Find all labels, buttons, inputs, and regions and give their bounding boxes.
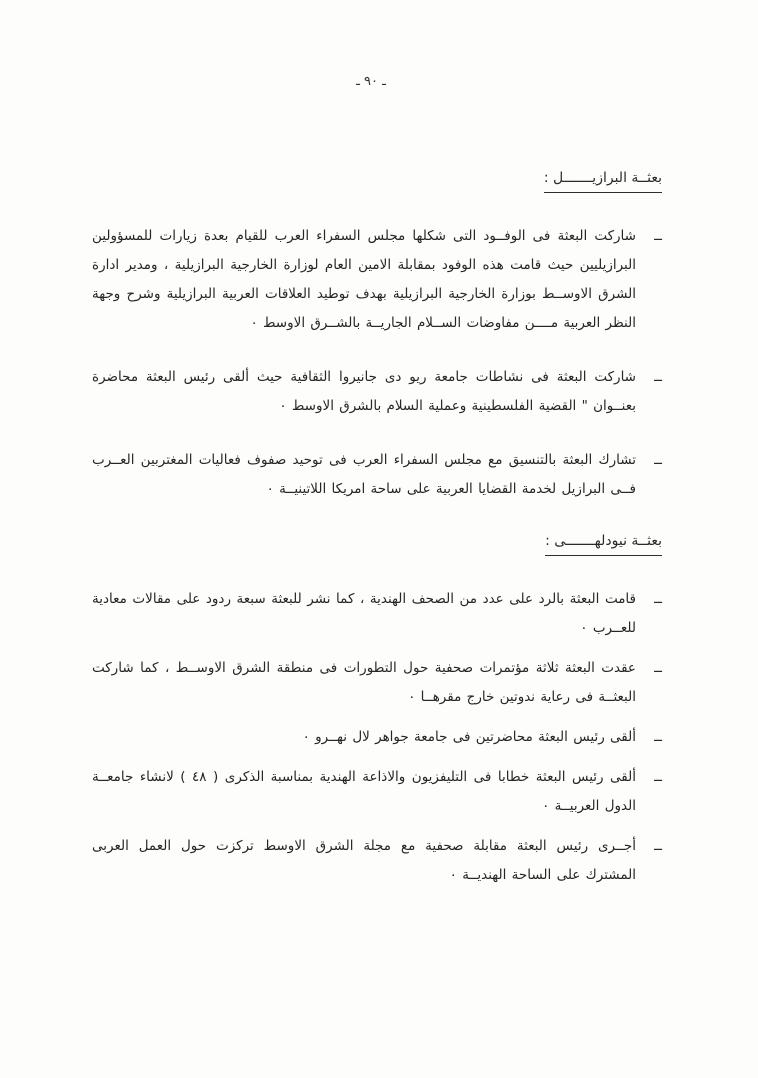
list-item <box>92 363 662 421</box>
dash-bullet-icon: ــ <box>654 660 662 676</box>
item-text: شاركت البعثة فى نشاطات جامعة ريو دى جانيروا الثقافية حيث ألقى رئيس البعثة محاضرة بعنــوان " القضية الفلسطينية وعملية السلام بالشرق الاوسط ٠ <box>92 369 636 414</box>
item-text: أجــرى رئيس البعثة مقابلة صحفية مع مجلة الشرق الاوسط تركزت حول العمل العربى المشترك على الساحة الهنديــة ٠ <box>92 838 636 883</box>
page-number: ـ ٩٠ ـ <box>356 74 386 89</box>
item-text: تشارك البعثة بالتنسيق مع مجلس السفراء العرب فى توحيد صفوف فعاليات المغتربين العــرب فــى البرازيل لخدمة القضايا العربية على ساحة امريكا اللاتينيــة ٠ <box>92 452 636 497</box>
dash-bullet-icon: ــ <box>654 591 662 607</box>
section-heading-text: بعثــة البرازيـــــــل : <box>544 170 662 193</box>
section-brazil-mission <box>92 170 662 504</box>
dash-bullet-icon: ــ <box>654 228 662 244</box>
item-text: قامت البعثة بالرد على عدد من الصحف الهندية ، كما نشر للبعثة سبعة ردود على مقالات معادية للعــرب ٠ <box>92 591 636 636</box>
item-text: شاركت البعثة فى الوفــود التى شكلها مجلس السفراء العرب للقيام بعدة زيارات للمسؤولين البرازيليين حيث قامت هذه الوفود بمقابلة الامين العام لوزارة الخارجية البرازيلية ، ومدير ادارة الشرق الاوســط بوزارة الخارجية البرازيلية بهدف توطيد العلاقات العربية البرازيلية وشرح وجهة النظر العربية مــــن مفاوضات الســلام الجاريــة بالشــرق الاوسط ٠ <box>92 228 636 331</box>
item-text: عقدت البعثة ثلاثة مؤتمرات صحفية حول التطورات فى منطقة الشرق الاوســط ، كما شاركت البعثــة فى رعاية ندوتين خارج مقرهــا ٠ <box>92 660 636 705</box>
dash-bullet-icon: ــ <box>654 838 662 854</box>
list-item <box>92 654 662 712</box>
section-heading <box>92 170 662 186</box>
item-text: ألقى رئيس البعثة خطابا فى التليفزيون والاذاعة الهندية بمناسبة الذكرى ( ٤٨ ) لانشاء جامعــة الدول العربيــة ٠ <box>92 769 636 814</box>
list-item <box>92 763 662 821</box>
list-item <box>92 446 662 504</box>
list-item <box>92 832 662 890</box>
dash-bullet-icon: ــ <box>654 729 662 745</box>
section-heading-text: بعثــة نيودلهـــــــى : <box>545 533 662 556</box>
item-text: ألقى رئيس البعثة محاضرتين فى جامعة جواهر لال نهــرو ٠ <box>302 729 636 745</box>
dash-bullet-icon: ــ <box>654 769 662 785</box>
section-heading <box>92 533 662 549</box>
dash-bullet-icon: ــ <box>654 452 662 468</box>
list-item <box>92 585 662 643</box>
section-new-delhi-mission <box>92 533 662 890</box>
list-item <box>92 222 662 338</box>
list-item <box>92 723 662 752</box>
dash-bullet-icon: ــ <box>654 369 662 385</box>
